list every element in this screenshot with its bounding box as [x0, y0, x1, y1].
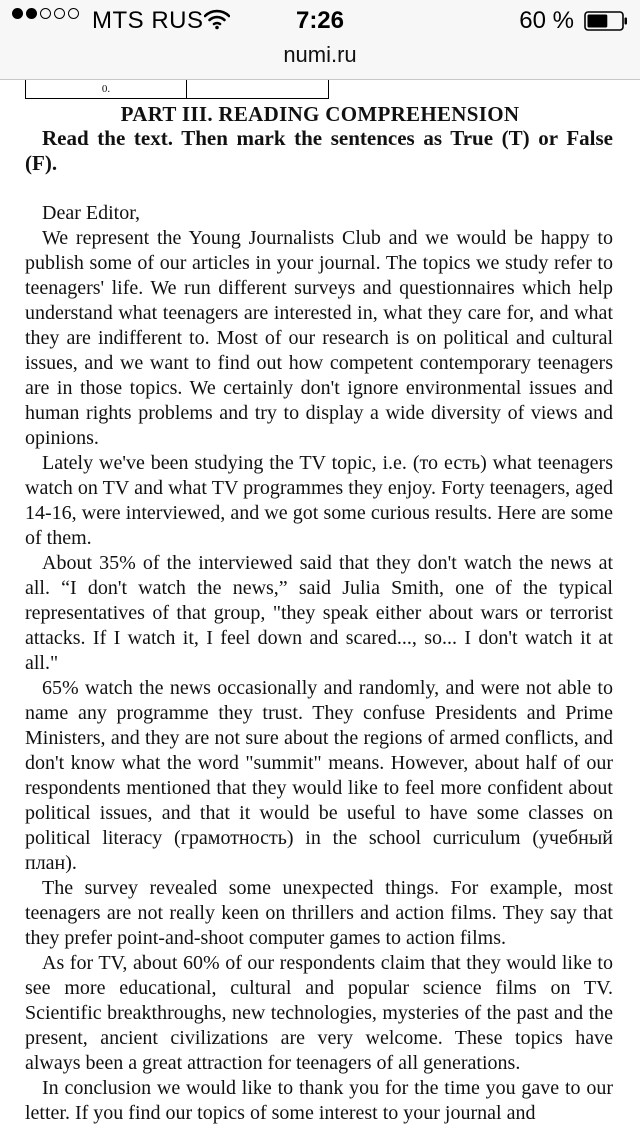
- letter-paragraph: We represent the Young Journalists Club and we would be happy to publish some of our articles in your journal. The topics we study refer to teenagers' life. We run different surveys and questionnaires which help understand what teenagers are interested in, what they care for, and what they are indifferent to. Most of our research is on political and cultural issues, and we want to find out how competent contemporary teenagers are in those topics. We certainly don't ignore environmental issues and human rights problems and try to display a wide diversity of views and opinions.: [25, 227, 613, 449]
- letter-salutation: Dear Editor,: [42, 202, 141, 224]
- carrier-name: MTS RUS: [92, 7, 204, 34]
- letter-paragraph: In conclusion we would like to thank you for the time you gave to our letter. If you find our topics of some interest to your journal and: [25, 1077, 613, 1124]
- letter-body: [25, 201, 613, 1126]
- table-cell: 0.: [26, 80, 187, 98]
- letter-paragraph: The survey revealed some unexpected things. For example, most teenagers are not really keen on thrillers and action films. They say that they prefer point-and-shoot computer games to action films.: [25, 877, 613, 949]
- letter-paragraph: Lately we've been studying the TV topic, i.e. (то есть) what teenagers watch on TV and what TV programmes they enjoy. Forty teenagers, aged 14-16, were interviewed, and we got some curious results. Here are some of them.: [25, 452, 613, 549]
- clock-time: 7:26: [295, 7, 345, 34]
- letter-paragraph: As for TV, about 60% of our respondents claim that they would like to see more educational, cultural and popular science films on TV. Scientific breakthroughs, new technologies, mysteries of the past and the present, ancient civilizations are very welcome. These topics have always been a great attraction for teenagers of all generations.: [25, 952, 613, 1074]
- letter-paragraph: 65% watch the news occasionally and randomly, and were not able to name any programme they trust. They confuse Presidents and Prime Ministers, and they are not sure about the regions of armed conflicts, and don't know what the word "summit" means. However, about half of our respondents mentioned that they would like to feel more confident about political issues, and that it would be useful to have some classes on political literacy (грамотность) in the school curriculum (учебный план).: [25, 677, 613, 874]
- letter-paragraph: About 35% of the interviewed said that they don't watch the news at all. “I don't watch the news,” said Julia Smith, one of the typical representatives of that group, "they speak either about wars or terrorist attacks. If I watch it, I feel down and scared..., so... I don't watch it at all.": [25, 552, 613, 674]
- address-bar[interactable]: [0, 40, 640, 80]
- battery-percentage: 60 %: [519, 7, 574, 34]
- url-text[interactable]: numi.ru: [283, 42, 357, 67]
- document-page: [0, 80, 640, 1136]
- section-title: PART III. READING COMPREHENSION: [120, 102, 520, 126]
- status-bar: [0, 0, 640, 40]
- table-fragment: [25, 80, 329, 99]
- battery-icon: [584, 10, 628, 30]
- task-instruction: Read the text. Then mark the sentences as True (T) or False (F).: [25, 126, 613, 175]
